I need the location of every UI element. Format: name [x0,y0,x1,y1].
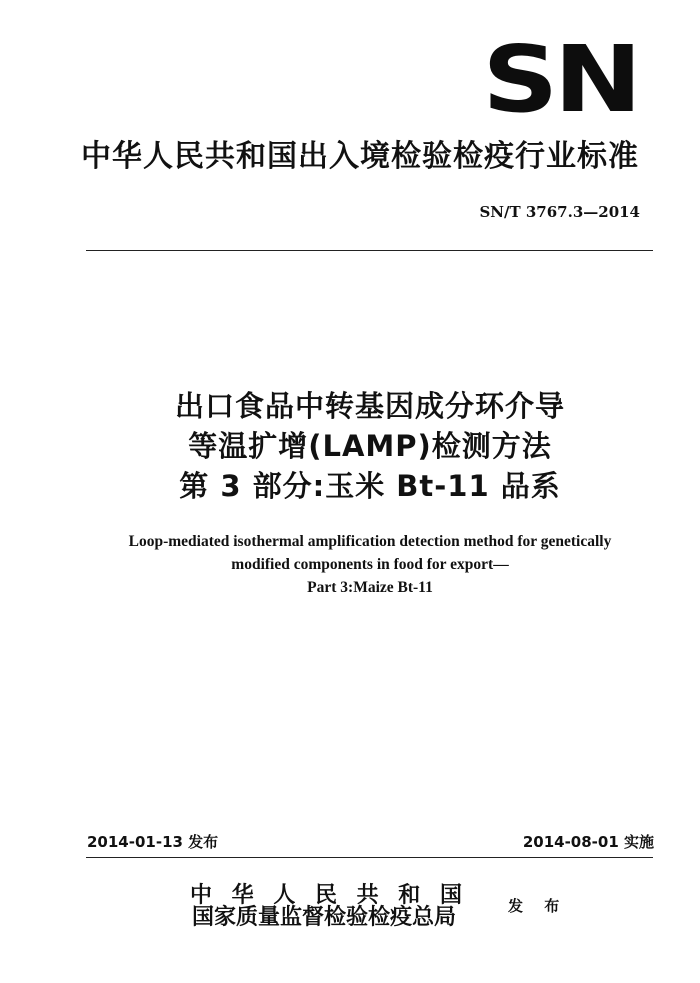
english-title-line-3: Part 3:Maize Bt-11 [307,579,433,596]
english-title-line-2: modified components in food for export— [231,556,509,573]
english-title-line-1: Loop-mediated isothermal amplification detection method for genetically [128,533,612,550]
top-divider [86,250,653,251]
bottom-divider [86,857,653,858]
chinese-title-line-2: 等温扩增(LAMP)检测方法 [188,429,552,463]
publish-label: 发 布 [508,897,568,915]
chinese-title-line-1: 出口食品中转基因成分环介导 [174,389,565,423]
sn-logo: SN [482,26,638,133]
industry-standard-title: 中华人民共和国出入境检验检疫行业标准 [81,139,639,174]
issuer-line-2: 国家质量监督检验检疫总局 [192,904,457,930]
issuer-line-1: 中 华 人 民 共 和 国 [190,882,468,908]
implementation-date: 2014-08-01 实施 [522,833,654,851]
issue-date: 2014-01-13 发布 [87,833,219,851]
standard-code: SN/T 3767.3—2014 [479,203,640,221]
chinese-title-line-3: 第 3 部分:玉米 Bt-11 品系 [179,469,561,503]
